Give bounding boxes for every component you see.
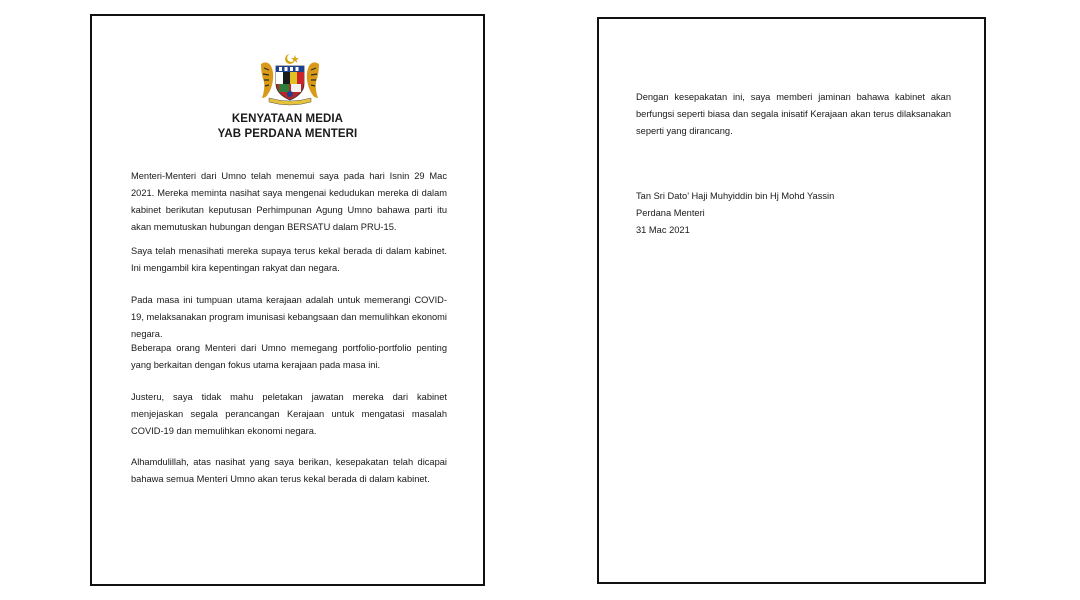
signatory-title: Perdana Menteri — [636, 208, 705, 218]
paragraph-6: Alhamdulillah, atas nasihat yang saya berikan, kesepakatan telah dicapai bahawa semua Menteri Umno akan terus kekal berada di dalam kabinet. — [131, 457, 447, 484]
paragraph-2: Saya telah menasihati mereka supaya terus kekal berada di dalam kabinet. Ini mengambil kira kepentingan rakyat dan negara. — [131, 246, 447, 273]
paragraph-3: Pada masa ini tumpuan utama kerajaan adalah untuk memerangi COVID-19, melaksanakan program imunisasi kebangsaan dan memulihkan ekonomi negara. — [131, 295, 447, 339]
paragraph-5: Justeru, saya tidak mahu peletakan jawatan mereka dari kabinet menjejaskan segala perancangan Kerajaan untuk mengatasi masalah COVID-19 dan memulihkan ekonomi negara. — [131, 392, 447, 436]
document-page-2 — [597, 17, 986, 584]
paragraph-1: Menteri-Menteri dari Umno telah menemui saya pada hari Isnin 29 Mac 2021. Mereka meminta nasihat saya mengenai kedudukan mereka di dalam kabinet berikutan keputusan Perhimpunan Agung Umno bahawa parti itu akan memutuskan hubungan dengan BERSATU dalam PRU-15. — [131, 171, 447, 232]
closing-paragraph: Dengan kesepakatan ini, saya memberi jaminan bahawa kabinet akan berfungsi seperti biasa dan segala inisatif Kerajaan akan terus dilaksanakan seperti yang dirancang. — [636, 92, 951, 136]
signatory-name: Tan Sri Dato’ Haji Muhyiddin bin Hj Mohd Yassin — [636, 191, 835, 201]
statement-date: 31 Mac 2021 — [636, 225, 690, 235]
document-page-1 — [90, 14, 485, 586]
statement-title: KENYATAAN MEDIA — [231, 113, 344, 125]
paragraph-4: Beberapa orang Menteri dari Umno memegang portfolio-portfolio penting yang berkaitan dengan fokus utama kerajaan pada masa ini. — [131, 343, 447, 370]
statement-subtitle: YAB PERDANA MENTERI — [217, 128, 358, 140]
coat-of-arms-emblem — [255, 52, 325, 106]
